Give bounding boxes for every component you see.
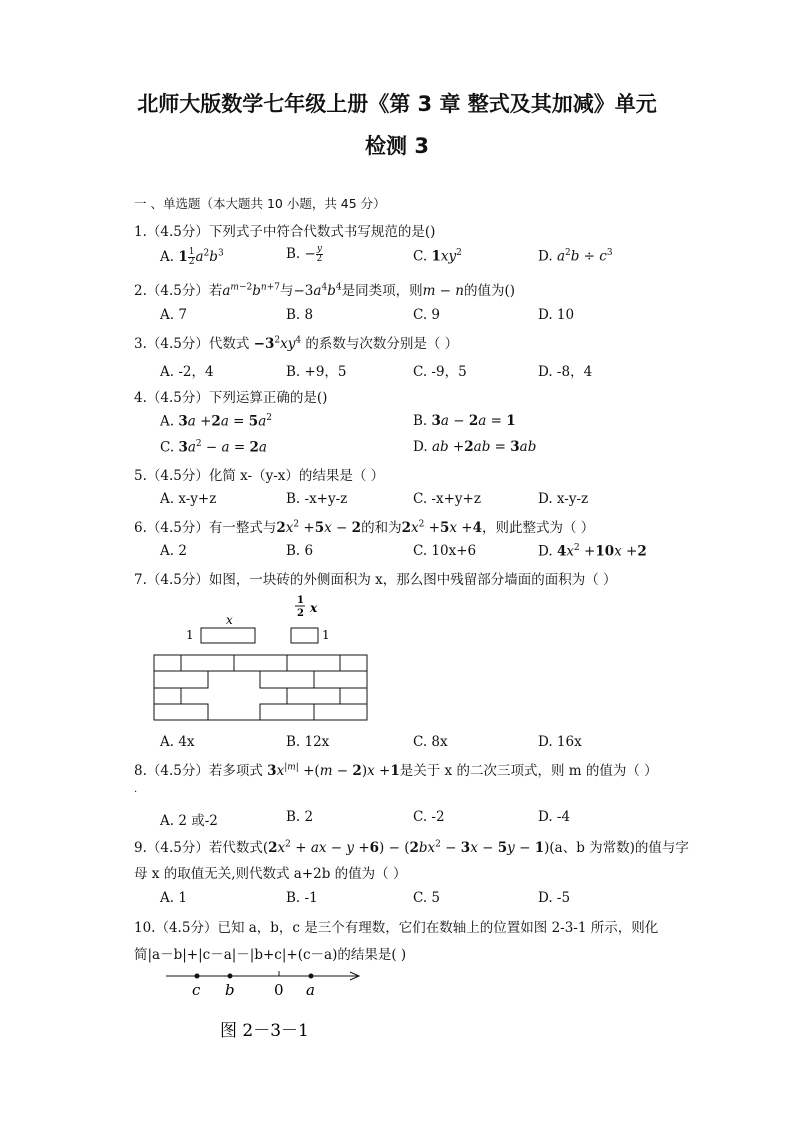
q5-option-d: D. x-y-z bbox=[538, 491, 589, 507]
q5-option-c: C. -x+y+z bbox=[413, 491, 481, 507]
label-b: b bbox=[225, 981, 235, 999]
q6-option-b: B. 6 bbox=[286, 543, 314, 559]
q3-option-c: C. -9，5 bbox=[413, 364, 467, 380]
section-heading: 一 、单选题（本大题共 10 小题，共 45 分） bbox=[134, 196, 386, 211]
q5-option-b: B. -x+y-z bbox=[286, 491, 348, 507]
q9-option-a: A. 1 bbox=[160, 890, 187, 906]
question-10-stem-line2: 简|a－b|+|c－a|－|b+c|+(c－a)的结果是( ) bbox=[134, 947, 407, 963]
q3-option-b: B. +9，5 bbox=[286, 364, 347, 380]
q6-option-a: A. 2 bbox=[160, 543, 187, 559]
q6-option-c: C. 10x+6 bbox=[413, 543, 477, 559]
q8-option-c: C. -2 bbox=[413, 809, 445, 825]
q1-option-b: B. − $\frac{y}{2}$ bbox=[286, 244, 323, 264]
q8-option-d: D. -4 bbox=[538, 809, 571, 825]
q2-option-c: C. 9 bbox=[413, 307, 441, 323]
q2-option-b: B. 8 bbox=[286, 307, 314, 323]
q2-option-a: A. 7 bbox=[160, 307, 187, 323]
half-brick-var: x bbox=[310, 601, 318, 615]
q4-option-d: D. ab +2ab = 3ab bbox=[413, 439, 537, 455]
q1-option-a: A. 1 $\frac{1}{2}$ $a^2b^3$ bbox=[160, 247, 224, 267]
question-3-stem: 3.（4.5分）代数式 $-3^2xy^4$ 的系数与次数分别是（ ） bbox=[134, 335, 459, 352]
half-denominator: 2 bbox=[297, 608, 304, 619]
brick-wall-figure bbox=[150, 592, 372, 724]
question-7-stem: 7.（4.5分）如图，一块砖的外侧面积为 x，那么图中残留部分墙面的面积为（ ） bbox=[134, 572, 617, 588]
question-2-stem: 2.（4.5分）若$a^{m-2}b^{n+7}$与$-3a^4b^4$是同类项，则m − n的值为() bbox=[134, 282, 516, 299]
question-10-stem-line1: 10.（4.5分）已知 a，b，c 是三个有理数，它们在数轴上的位置如图 2-3-1 所示，则化 bbox=[134, 920, 659, 936]
half-numerator: 1 bbox=[297, 595, 304, 606]
question-8-stem: 8.（4.5分）若多项式 $3x^{|m|} +(m - 2)x +1$是关于 x 的二次三项式，则 m 的值为（ ） bbox=[134, 762, 658, 779]
q3-option-a: A. -2，4 bbox=[160, 364, 214, 380]
q9-option-d: D. -5 bbox=[538, 890, 571, 906]
q9-option-c: C. 5 bbox=[413, 890, 441, 906]
q7-option-a: A. 4x bbox=[160, 734, 195, 750]
q4-option-a: A. $3a +2a = 5a^2$ bbox=[160, 413, 272, 430]
point-c bbox=[195, 974, 200, 979]
q1-option-d: D. $a^2b \div c^3$ bbox=[538, 248, 613, 265]
q9-option-b: B. -1 bbox=[286, 890, 318, 906]
q7-option-c: C. 8x bbox=[413, 734, 448, 750]
label-zero: 0 bbox=[274, 981, 284, 999]
q7-option-b: B. 12x bbox=[286, 734, 330, 750]
q4-option-c: C. $3a^2 - a = 2a$ bbox=[160, 439, 267, 456]
brick-width-label: x bbox=[226, 613, 233, 627]
q1-option-c: C. $1xy^2$ bbox=[413, 248, 462, 265]
q2-option-d: D. 10 bbox=[538, 307, 575, 323]
question-9-stem-line2: 母 x 的取值无关,则代数式 a+2b 的值为（ ） bbox=[134, 866, 407, 882]
point-b bbox=[228, 974, 233, 979]
q8-option-b: B. 2 bbox=[286, 809, 314, 825]
label-a: a bbox=[306, 981, 315, 999]
figure-caption: 图 2－3－1 bbox=[220, 1021, 309, 1041]
q4-option-b: B. 3a − 2a = 1 bbox=[413, 413, 516, 429]
q6-option-d: D. $4x^2 +10x +2$ bbox=[538, 543, 647, 560]
question-4-stem: 4.（4.5分）下列运算正确的是() bbox=[134, 390, 328, 406]
number-line-figure bbox=[160, 962, 370, 1042]
brick-height-label-right: 1 bbox=[322, 628, 330, 642]
q7-option-d: D. 16x bbox=[538, 734, 582, 750]
stray-dot: . bbox=[134, 784, 138, 795]
question-1-stem: 1.（4.5分）下列式子中符合代数式书写规范的是() bbox=[134, 224, 436, 240]
point-a bbox=[309, 974, 314, 979]
brick-height-label-left: 1 bbox=[186, 628, 194, 642]
page-title-line2: 检测 3 bbox=[365, 134, 429, 158]
page-title-line1: 北师大版数学七年级上册《第 3 章 整式及其加减》单元 bbox=[137, 92, 657, 116]
question-5-stem: 5.（4.5分）化简 x-（y-x）的结果是（ ） bbox=[134, 468, 385, 484]
q8-option-a: A. 2 或-2 bbox=[160, 813, 218, 829]
q5-option-a: A. x-y+z bbox=[160, 491, 217, 507]
q3-option-d: D. -8，4 bbox=[538, 364, 593, 380]
question-9-stem-line1: 9.（4.5分）若代数式($2x^2$ + ax − $y +6) - (2bx^2 - 3x - 5y - 1)(a$、b 为常数)的值与字 bbox=[134, 839, 689, 856]
label-c: c bbox=[192, 981, 201, 999]
question-6-stem: 6.（4.5分）有一整式与$2x^2 +5x - 2$的和为$2x^2 +5x +4$，则此整式为（ ） bbox=[134, 519, 595, 536]
